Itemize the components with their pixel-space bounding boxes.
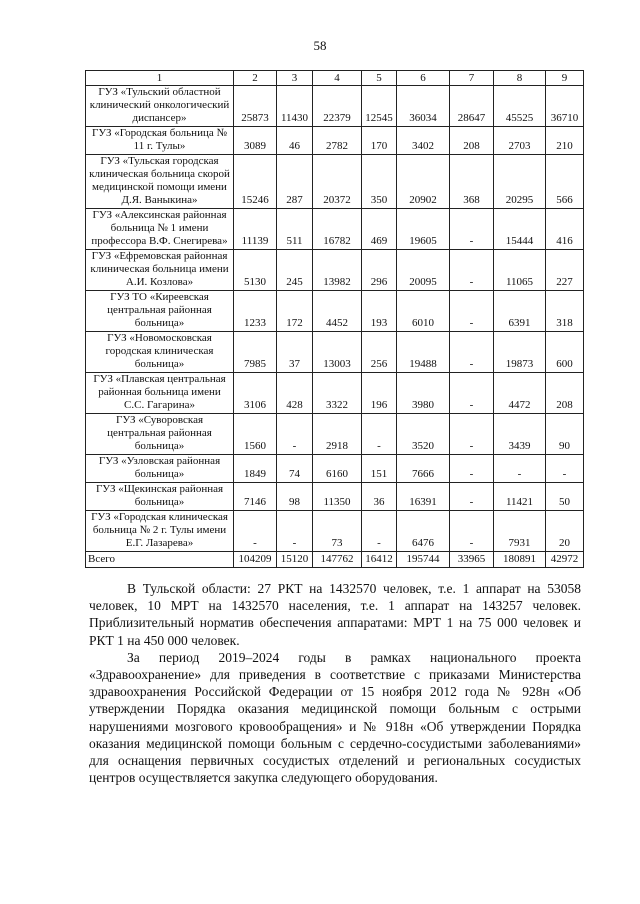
table-cell: 172 (277, 291, 313, 332)
table-body (86, 86, 584, 568)
table-cell: - (546, 455, 584, 483)
table-cell: 11430 (277, 86, 313, 127)
table-cell: 1849 (234, 455, 277, 483)
table-cell: 7146 (234, 483, 277, 511)
table-cell: 22379 (313, 86, 362, 127)
table-cell: 3089 (234, 127, 277, 155)
table-cell: 45525 (494, 86, 546, 127)
table-cell: 210 (546, 127, 584, 155)
table-row (86, 483, 584, 511)
table-cell: 3106 (234, 373, 277, 414)
table-cell: 90 (546, 414, 584, 455)
table-cell: 74 (277, 455, 313, 483)
table-cell: 15246 (234, 155, 277, 209)
table-cell: 12545 (362, 86, 397, 127)
table-cell: 7931 (494, 511, 546, 552)
table-cell: 15120 (277, 552, 313, 568)
table-cell: 3402 (397, 127, 450, 155)
paragraph: В Тульской области: 27 РКТ на 1432570 человек, т.е. 1 аппарат на 53058 человек, 10 МРТ на 1432570 населения, т.е. 1 аппарат на 143257 человек. Приблизительный норматив обеспечения аппаратами: МРТ 1 на 75 000 человек и РКТ 1 на 450 000 человек. (89, 581, 581, 648)
table-cell: 600 (546, 332, 584, 373)
table-row (86, 250, 584, 291)
paragraph: За период 2019–2024 годы в рамках национального проекта «Здравоохранение» для приведения в соответствие с приказами Министерства здравоохранения Российской Федерации от 15 ноября 2012 года № 928н «Об утверждении Порядка оказания медицинской помощи больным с острыми нарушениями мозгового кровообращения» и № 918н «Об утверждении Порядка оказания медицинской помощи больным с сердечно-сосудистыми заболеваниями» для оснащения первичных сосудистых отделений и региональных сосудистых центров осуществляется закупка следующего оборудования. (89, 649, 581, 786)
table-cell: 4472 (494, 373, 546, 414)
table-cell: 13982 (313, 250, 362, 291)
table-cell: 20095 (397, 250, 450, 291)
table-cell: 33965 (450, 552, 494, 568)
column-header: 1 (86, 71, 234, 86)
table-cell: 208 (546, 373, 584, 414)
table-row (86, 373, 584, 414)
column-header: 5 (362, 71, 397, 86)
table-cell: 287 (277, 155, 313, 209)
column-header: 4 (313, 71, 362, 86)
table-cell: 511 (277, 209, 313, 250)
table-cell: 208 (450, 127, 494, 155)
table-cell: 7666 (397, 455, 450, 483)
table-cell: 98 (277, 483, 313, 511)
table-cell: 37 (277, 332, 313, 373)
table-cell: 20902 (397, 155, 450, 209)
table-cell: 296 (362, 250, 397, 291)
table-cell: 195744 (397, 552, 450, 568)
institution-name: ГУЗ «Городская клиническая больница № 2 г. Тулы имени Е.Г. Лазарева» (86, 511, 234, 552)
table-cell: 6160 (313, 455, 362, 483)
page-number: 58 (313, 38, 327, 53)
table-cell: 2782 (313, 127, 362, 155)
table-cell: 227 (546, 250, 584, 291)
table-cell: 46 (277, 127, 313, 155)
table-cell: 36 (362, 483, 397, 511)
table-cell: 5130 (234, 250, 277, 291)
table-cell: 42972 (546, 552, 584, 568)
institution-name: ГУЗ «Тульская городская клиническая больница скорой медицинской помощи имени Д.Я. Ваныкина» (86, 155, 234, 209)
table-cell: 19605 (397, 209, 450, 250)
table-row (86, 414, 584, 455)
table-cell: 2703 (494, 127, 546, 155)
column-header: 3 (277, 71, 313, 86)
table-cell: 25873 (234, 86, 277, 127)
institution-name: ГУЗ «Ефремовская районная клиническая больница имени А.И. Козлова» (86, 250, 234, 291)
table-cell: 13003 (313, 332, 362, 373)
table-cell: 2918 (313, 414, 362, 455)
table-cell: 416 (546, 209, 584, 250)
table-row (86, 511, 584, 552)
table-row (86, 332, 584, 373)
table-cell: 566 (546, 155, 584, 209)
table-cell: - (450, 209, 494, 250)
table-cell: 15444 (494, 209, 546, 250)
table-cell: 50 (546, 483, 584, 511)
table-cell: 350 (362, 155, 397, 209)
table-cell: 11065 (494, 250, 546, 291)
institution-name: ГУЗ «Суворовская центральная районная больница» (86, 414, 234, 455)
institution-name: ГУЗ ТО «Киреевская центральная районная больница» (86, 291, 234, 332)
table-cell: 4452 (313, 291, 362, 332)
table-cell: - (450, 250, 494, 291)
table-cell: 16412 (362, 552, 397, 568)
table-cell: 428 (277, 373, 313, 414)
table-cell: 1560 (234, 414, 277, 455)
table-row (86, 86, 584, 127)
table-cell: 245 (277, 250, 313, 291)
table-total-row (86, 552, 584, 568)
table-cell: - (450, 511, 494, 552)
table-cell: - (450, 332, 494, 373)
table-cell: 16782 (313, 209, 362, 250)
column-header: 8 (494, 71, 546, 86)
table-cell: 3520 (397, 414, 450, 455)
institution-name: ГУЗ «Щекинская районная больница» (86, 483, 234, 511)
column-header: 2 (234, 71, 277, 86)
table-cell: 6010 (397, 291, 450, 332)
table-cell: 28647 (450, 86, 494, 127)
table-cell: 11350 (313, 483, 362, 511)
table-cell: - (277, 511, 313, 552)
institution-name: ГУЗ «Плавская центральная районная больница имени С.С. Гагарина» (86, 373, 234, 414)
table-cell: - (234, 511, 277, 552)
table-cell: 104209 (234, 552, 277, 568)
table-cell: 3439 (494, 414, 546, 455)
institution-name: ГУЗ «Новомосковская городская клиническая больница» (86, 332, 234, 373)
table-cell: 20 (546, 511, 584, 552)
table-row (86, 127, 584, 155)
column-header: 7 (450, 71, 494, 86)
table-cell: 170 (362, 127, 397, 155)
column-header: 9 (546, 71, 584, 86)
table-cell: - (450, 414, 494, 455)
table-cell: 19488 (397, 332, 450, 373)
table-cell: 36034 (397, 86, 450, 127)
institution-name: ГУЗ «Узловская районная больница» (86, 455, 234, 483)
table-row (86, 455, 584, 483)
table-header-row (86, 71, 584, 86)
table-cell: 368 (450, 155, 494, 209)
table-cell: - (450, 373, 494, 414)
table-cell: 7985 (234, 332, 277, 373)
table-cell: - (362, 511, 397, 552)
table-cell: 193 (362, 291, 397, 332)
table-cell: 3322 (313, 373, 362, 414)
table-cell: 151 (362, 455, 397, 483)
column-header: 6 (397, 71, 450, 86)
body-text (89, 580, 581, 786)
table-cell: 256 (362, 332, 397, 373)
table-cell: 36710 (546, 86, 584, 127)
table-cell: - (362, 414, 397, 455)
equipment-table (85, 70, 584, 568)
table-cell: 180891 (494, 552, 546, 568)
table-cell: - (450, 455, 494, 483)
institution-name: ГУЗ «Тульский областной клинический онкологический диспансер» (86, 86, 234, 127)
institution-name: ГУЗ «Алексинская районная больница № 1 имени профессора В.Ф. Снегирева» (86, 209, 234, 250)
table-cell: 1233 (234, 291, 277, 332)
table-row (86, 291, 584, 332)
table-cell: 19873 (494, 332, 546, 373)
table-cell: 20295 (494, 155, 546, 209)
table-cell: 20372 (313, 155, 362, 209)
table-cell: - (494, 455, 546, 483)
table-cell: 469 (362, 209, 397, 250)
table-cell: - (277, 414, 313, 455)
table-row (86, 155, 584, 209)
table-cell: 11421 (494, 483, 546, 511)
table-cell: 6476 (397, 511, 450, 552)
table-cell: 11139 (234, 209, 277, 250)
table-cell: - (450, 483, 494, 511)
table-cell: 3980 (397, 373, 450, 414)
table-cell: 6391 (494, 291, 546, 332)
table-cell: 147762 (313, 552, 362, 568)
total-label: Всего (86, 552, 234, 568)
table-cell: - (450, 291, 494, 332)
table-row (86, 209, 584, 250)
table-cell: 196 (362, 373, 397, 414)
table-cell: 16391 (397, 483, 450, 511)
table-cell: 318 (546, 291, 584, 332)
institution-name: ГУЗ «Городская больница № 11 г. Тулы» (86, 127, 234, 155)
table-cell: 73 (313, 511, 362, 552)
